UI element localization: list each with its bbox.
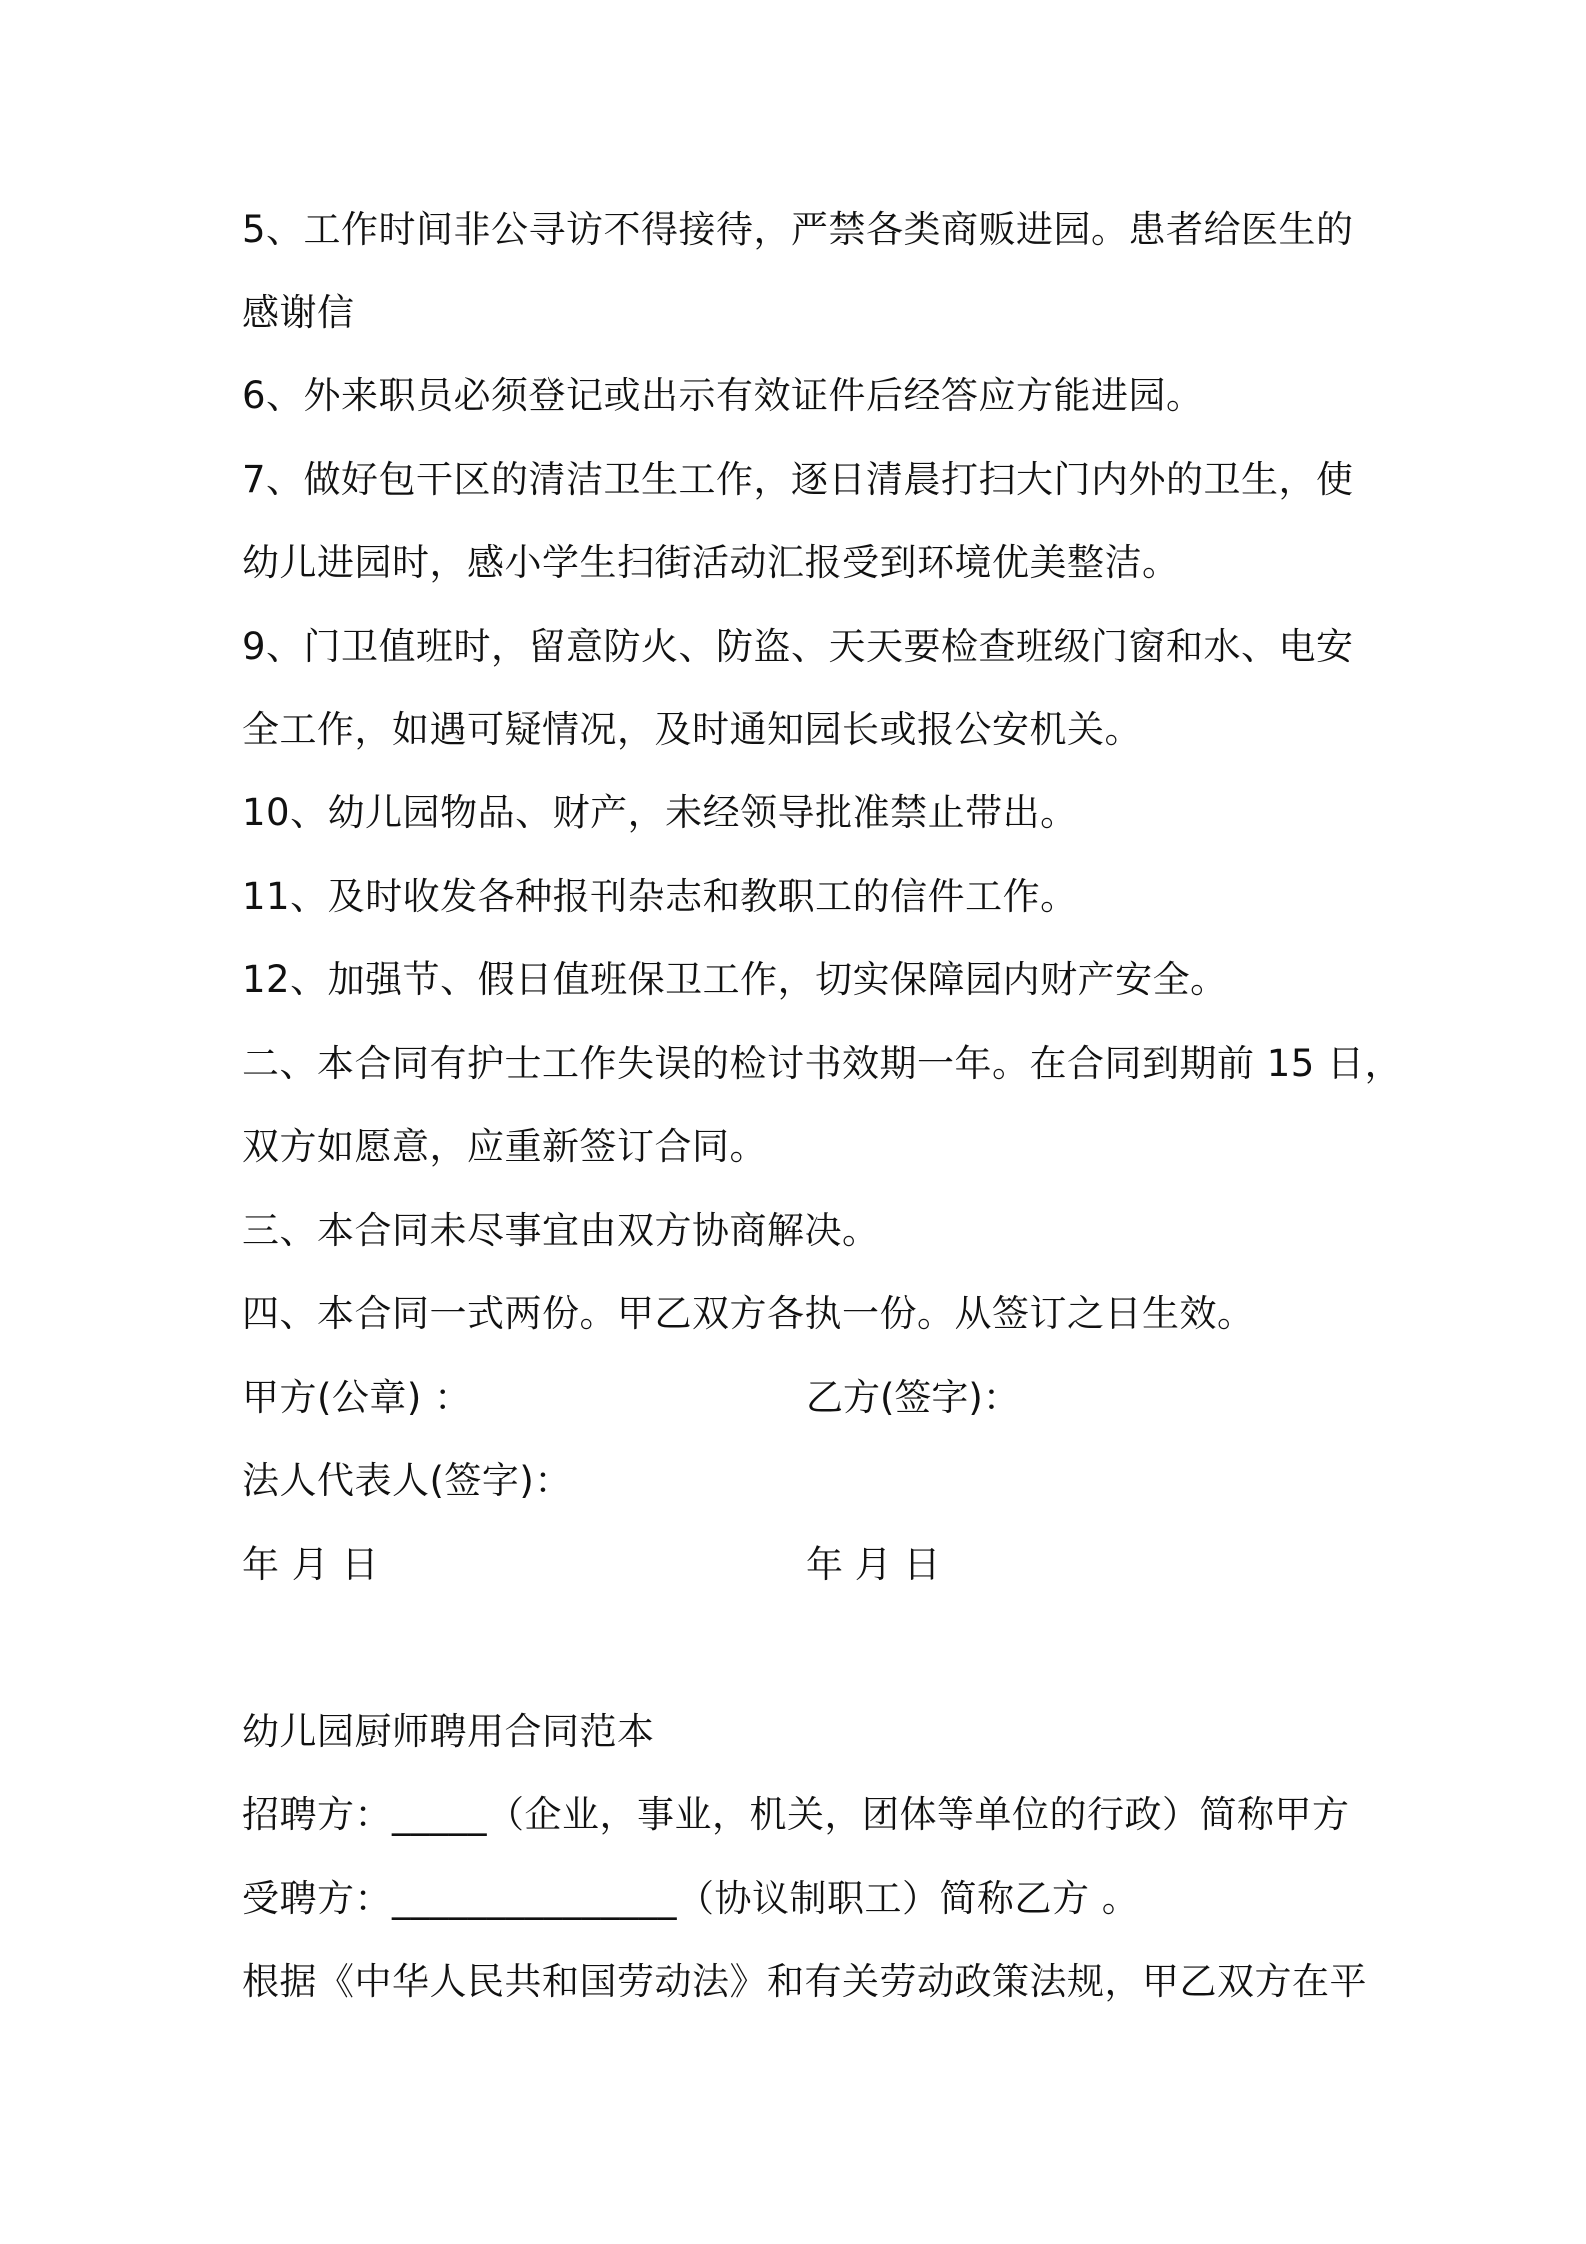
text-line: 10、幼儿园物品、财产，未经领导批准禁止带出。 bbox=[242, 791, 1078, 834]
legal-rep-sign-label: 法人代表人(签字)： bbox=[242, 1459, 572, 1502]
section-title: 幼儿园厨师聘用合同范本 bbox=[242, 1710, 655, 1753]
text-line: 双方如愿意，应重新签订合同。 bbox=[242, 1125, 767, 1168]
intro-line: 根据《中华人民共和国劳动法》和有关劳动政策法规，甲乙双方在平 bbox=[242, 1960, 1367, 2003]
text-line: 12、加强节、假日值班保卫工作，切实保障园内财产安全。 bbox=[242, 958, 1228, 1001]
text-line: 11、及时收发各种报刊杂志和教职工的信件工作。 bbox=[242, 875, 1078, 918]
text-line: 全工作，如遇可疑情况，及时通知园长或报公安机关。 bbox=[242, 708, 1142, 751]
text-line: 感谢信 bbox=[242, 291, 355, 334]
text-line: 9、门卫值班时，留意防火、防盗、天天要检查班级门窗和水、电安 bbox=[242, 625, 1354, 668]
text-line: 6、外来职员必须登记或出示有效证件后经答应方能进园。 bbox=[242, 374, 1204, 417]
text-line: 四、本合同一式两份。甲乙双方各执一份。从签订之日生效。 bbox=[242, 1292, 1255, 1335]
text-line: 5、工作时间非公寻访不得接待，严禁各类商贩进园。患者给医生的 bbox=[242, 208, 1354, 251]
employer-line: 招聘方：_____（企业，事业，机关，团体等单位的行政）简称甲方 bbox=[242, 1793, 1350, 1836]
text-line: 三、本合同未尽事宜由双方协商解决。 bbox=[242, 1209, 880, 1252]
party-b-date: 年 月 日 bbox=[806, 1543, 941, 1586]
employee-line: 受聘方：_______________（协议制职工）简称乙方 。 bbox=[242, 1877, 1140, 1920]
text-line: 7、做好包干区的清洁卫生工作，逐日清晨打扫大门内外的卫生，使 bbox=[242, 458, 1354, 501]
party-a-seal-label: 甲方(公章) ： bbox=[242, 1376, 472, 1419]
text-line: 二、本合同有护士工作失误的检讨书效期一年。在合同到期前 15 日， bbox=[242, 1042, 1403, 1085]
text-line: 幼儿进园时，感小学生扫街活动汇报受到环境优美整洁。 bbox=[242, 541, 1180, 584]
party-a-date: 年 月 日 bbox=[242, 1543, 380, 1586]
party-b-sign-label: 乙方(签字)： bbox=[806, 1376, 1020, 1419]
